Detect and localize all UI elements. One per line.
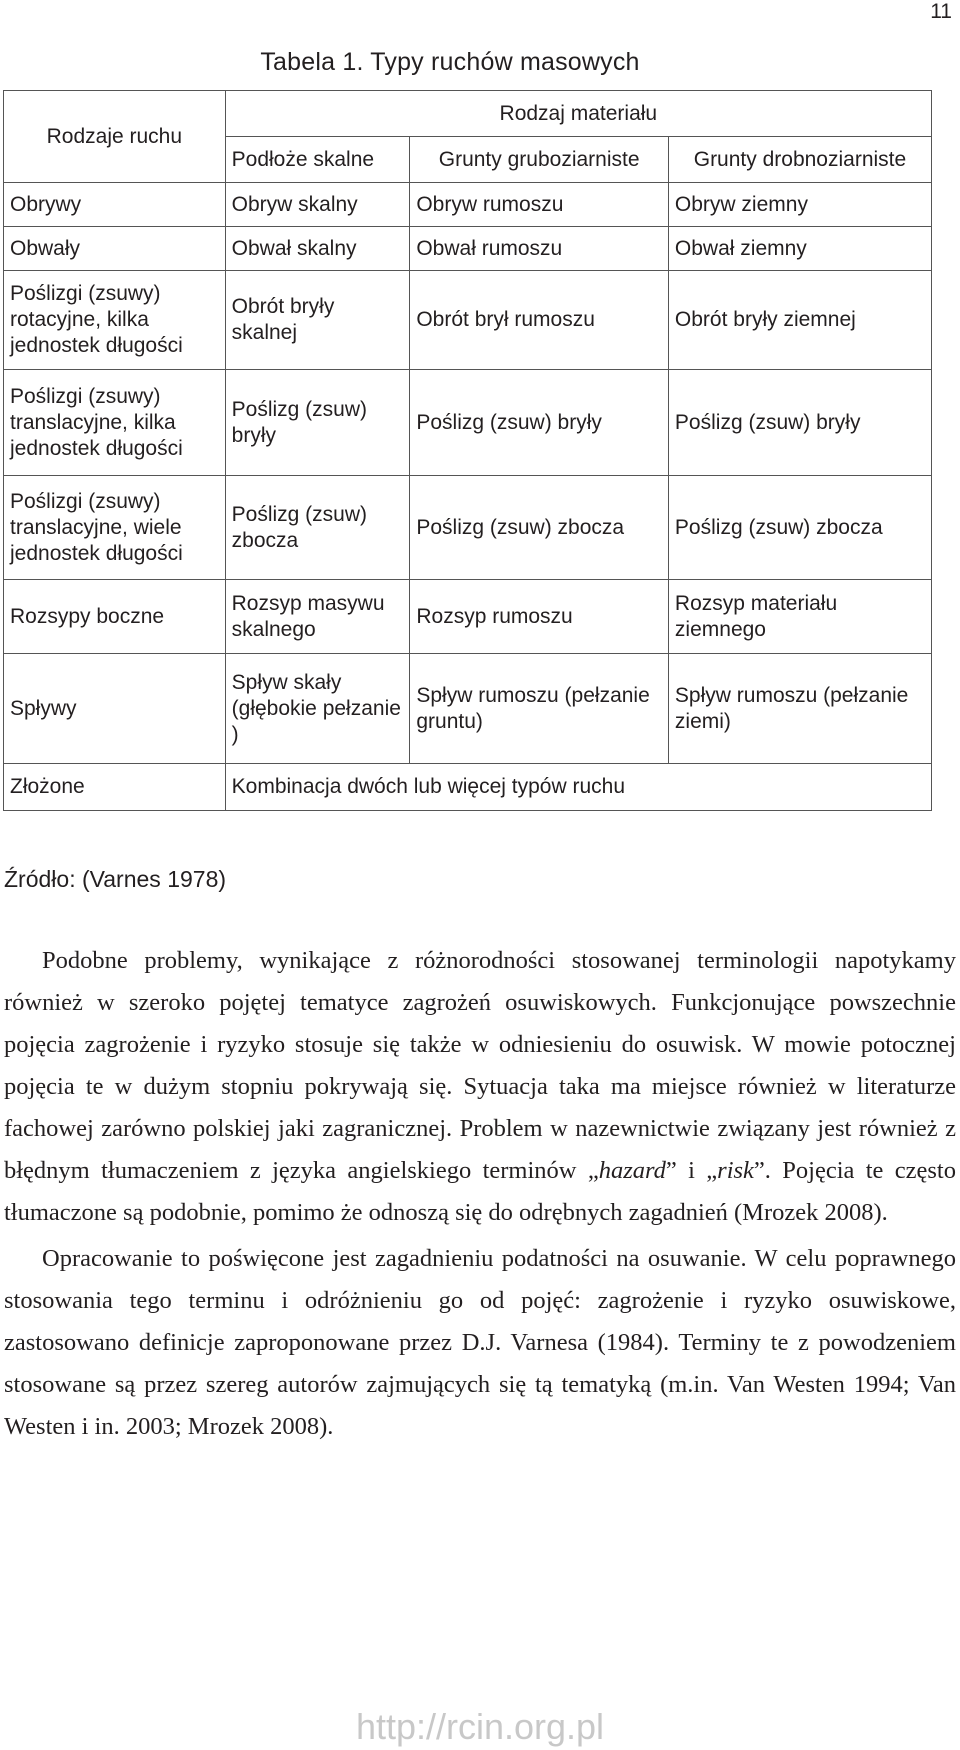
table-caption bbox=[0, 48, 960, 77]
table-cell: Obrót bryły skalnej bbox=[225, 271, 410, 370]
term-hazard: hazard bbox=[598, 1157, 666, 1184]
movement-type-cell: Obwały bbox=[4, 227, 226, 271]
table-row bbox=[4, 476, 932, 580]
table-cell: Poślizg (zsuw) zbocza bbox=[668, 476, 931, 580]
table-cell: Obrót bryły ziemnej bbox=[668, 271, 931, 370]
table-cell: Spływ rumoszu (pełzanie gruntu) bbox=[410, 654, 669, 764]
mass-movement-table bbox=[3, 90, 932, 811]
movement-type-cell: Spływy bbox=[4, 654, 226, 764]
table-cell: Rozsyp materiału ziemnego bbox=[668, 580, 931, 654]
table-row bbox=[4, 654, 932, 764]
paragraph: Opracowanie to poświęcone jest zagadnieniu podatności na osuwanie. W celu poprawnego stosowania tego terminu i odróżnieniu go od pojęć: zagrożenie i ryzyko osuwiskowe, zastosowano definicje zaproponowane przez D.J. Varnesa (1984). Terminy te z powodzeniem stosowane są przez szereg autorów zajmujących się tą tematyką (m.in. Van Westen 1994; Van Westen i in. 2003; Mrozek 2008). bbox=[4, 1245, 956, 1440]
movement-type-cell: Poślizgi (zsuwy) translacyjne, wiele jednostek długości bbox=[4, 476, 226, 580]
corner-header: Rodzaje ruchu bbox=[4, 91, 226, 183]
column-header: Grunty drobnoziarniste bbox=[668, 137, 931, 183]
table-cell: Obryw ziemny bbox=[668, 183, 931, 227]
table-cell: Spływ rumoszu (pełzanie ziemi) bbox=[668, 654, 931, 764]
body-text bbox=[4, 940, 956, 1452]
column-header: Grunty gruboziarniste bbox=[410, 137, 669, 183]
movement-type-cell: Obrywy bbox=[4, 183, 226, 227]
term-risk: risk bbox=[717, 1157, 754, 1184]
table-cell: Rozsyp rumoszu bbox=[410, 580, 669, 654]
movement-type-cell: Poślizgi (zsuwy) translacyjne, kilka jednostek długości bbox=[4, 370, 226, 476]
paragraph-text: Podobne problemy, wynikające z różnorodności stosowanej terminologii napotykamy również w szeroko pojętej tematyce zagrożeń osuwiskowych. Funkcjonujące powszechnie pojęcia zagrożenie i ryzyko stosuje się także w odniesieniu do osuwisk. W mowie potocznej pojęcia te w dużym stopniu pokrywają się. Sytuacja taka ma miejsce również w literaturze fachowej zarówno polskiej jaki zagranicznej. Problem w nazewnictwie związany jest również z błędnym tłumaczeniem z języka angielskiego terminów „ bbox=[4, 947, 956, 1184]
material-group-header: Rodzaj materiału bbox=[225, 91, 931, 137]
table-header-row bbox=[4, 91, 932, 137]
table-cell: Obryw rumoszu bbox=[410, 183, 669, 227]
table-row bbox=[4, 764, 932, 811]
watermark: http://rcin.org.pl bbox=[355, 1706, 605, 1747]
table-row bbox=[4, 370, 932, 476]
movement-type-cell: Złożone bbox=[4, 764, 226, 811]
table-row bbox=[4, 183, 932, 227]
table-cell: Poślizg (zsuw) bryły bbox=[410, 370, 669, 476]
table-cell: Obwał rumoszu bbox=[410, 227, 669, 271]
table-row bbox=[4, 227, 932, 271]
table-cell: Obwał skalny bbox=[225, 227, 410, 271]
table-cell: Poślizg (zsuw) bryły bbox=[225, 370, 410, 476]
paragraph bbox=[4, 940, 956, 1234]
paragraph-text: ”. Pojęcia te często tłumaczone są podobnie, pomimo że odnoszą się do odrębnych zagadnień (Mrozek 2008). bbox=[4, 1157, 956, 1226]
table-cell: Spływ skały (głębokie pełzanie ) bbox=[225, 654, 410, 764]
column-header: Podłoże skalne bbox=[225, 137, 410, 183]
table-row bbox=[4, 580, 932, 654]
table-cell: Obrót brył rumoszu bbox=[410, 271, 669, 370]
table-row bbox=[4, 271, 932, 370]
movement-type-cell: Rozsypy boczne bbox=[4, 580, 226, 654]
table-cell: Rozsyp masywu skalnego bbox=[225, 580, 410, 654]
page-number: 11 bbox=[930, 0, 952, 23]
movement-type-cell: Poślizgi (zsuwy) rotacyjne, kilka jednostek długości bbox=[4, 271, 226, 370]
table-cell: Obryw skalny bbox=[225, 183, 410, 227]
table-cell: Poślizg (zsuw) bryły bbox=[668, 370, 931, 476]
paragraph-text: ” i „ bbox=[665, 1157, 718, 1184]
table-caption-text: Tabela 1. Typy ruchów masowych bbox=[260, 48, 640, 76]
table-cell: Poślizg (zsuw) zbocza bbox=[225, 476, 410, 580]
source-note: Źródło: (Varnes 1978) bbox=[4, 866, 227, 892]
table-cell: Obwał ziemny bbox=[668, 227, 931, 271]
table-cell: Kombinacja dwóch lub więcej typów ruchu bbox=[225, 764, 931, 811]
table-cell: Poślizg (zsuw) zbocza bbox=[410, 476, 669, 580]
